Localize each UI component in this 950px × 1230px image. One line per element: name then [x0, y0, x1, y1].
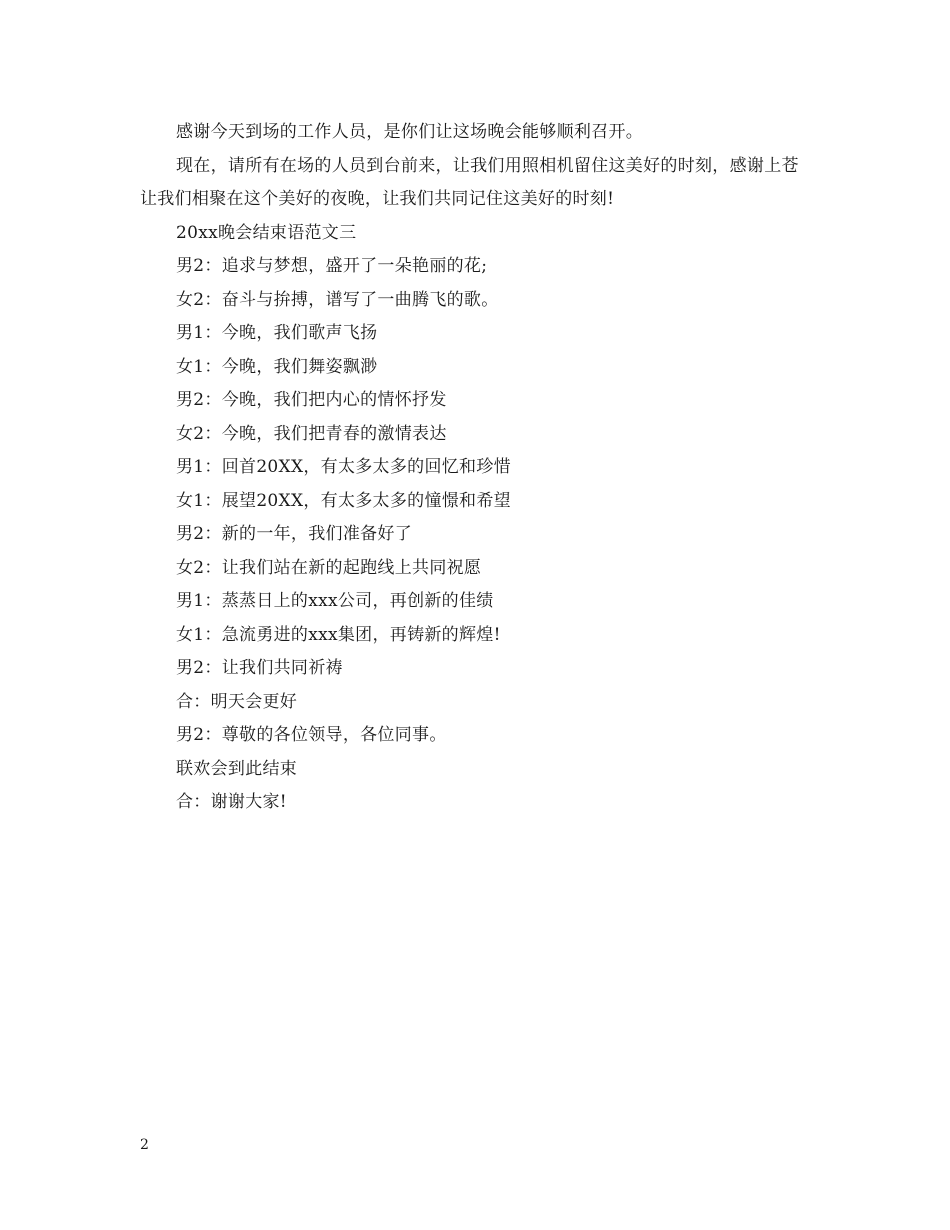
dialogue-line: 男1：回首20XX，有太多太多的回忆和珍惜	[176, 457, 511, 477]
dialogue-line: 合：谢谢大家!	[176, 792, 287, 812]
page-number: 2	[140, 1137, 149, 1153]
dialogue-line: 女1：展望20XX，有太多太多的憧憬和希望	[176, 490, 511, 511]
dialogue-line: 女1：急流勇进的xxx集团，再铸新的辉煌!	[176, 624, 501, 645]
dialogue-line: 女2：奋斗与拚搏，谱写了一曲腾飞的歌。	[176, 289, 499, 310]
dialogue-line: 男2：新的一年，我们准备好了	[176, 524, 413, 544]
dialogue-line: 男2：让我们共同祈祷	[176, 658, 343, 678]
dialogue-line: 男1：今晚，我们歌声飞扬	[176, 323, 378, 343]
document-body	[140, 116, 812, 820]
dialogue-line: 男2：尊敬的各位领导，各位同事。	[176, 725, 447, 745]
dialogue-line: 男2：追求与梦想，盛开了一朵艳丽的花;	[176, 256, 488, 276]
dialogue-line: 女1：今晚，我们舞姿飘渺	[176, 356, 378, 377]
dialogue-line: 男1：蒸蒸日上的xxx公司，再创新的佳绩	[176, 591, 494, 611]
dialogue-line: 女2：今晚，我们把青春的激情表达	[176, 423, 447, 444]
dialogue-line: 联欢会到此结束	[176, 758, 298, 779]
dialogue-line: 女2：让我们站在新的起跑线上共同祝愿	[176, 557, 482, 578]
section-heading: 20xx晚会结束语范文三	[176, 222, 357, 243]
paragraph: 感谢今天到场的工作人员，是你们让这场晚会能够顺利召开。	[176, 122, 644, 142]
paragraph: 现在，请所有在场的人员到台前来，让我们用照相机留住这美好的时刻，感谢上苍让我们相聚在这个美好的夜晚，让我们共同记住这美好的时刻!	[140, 155, 799, 209]
dialogue-line: 合：明天会更好	[176, 691, 298, 712]
dialogue-line: 男2：今晚，我们把内心的情怀抒发	[176, 390, 447, 410]
